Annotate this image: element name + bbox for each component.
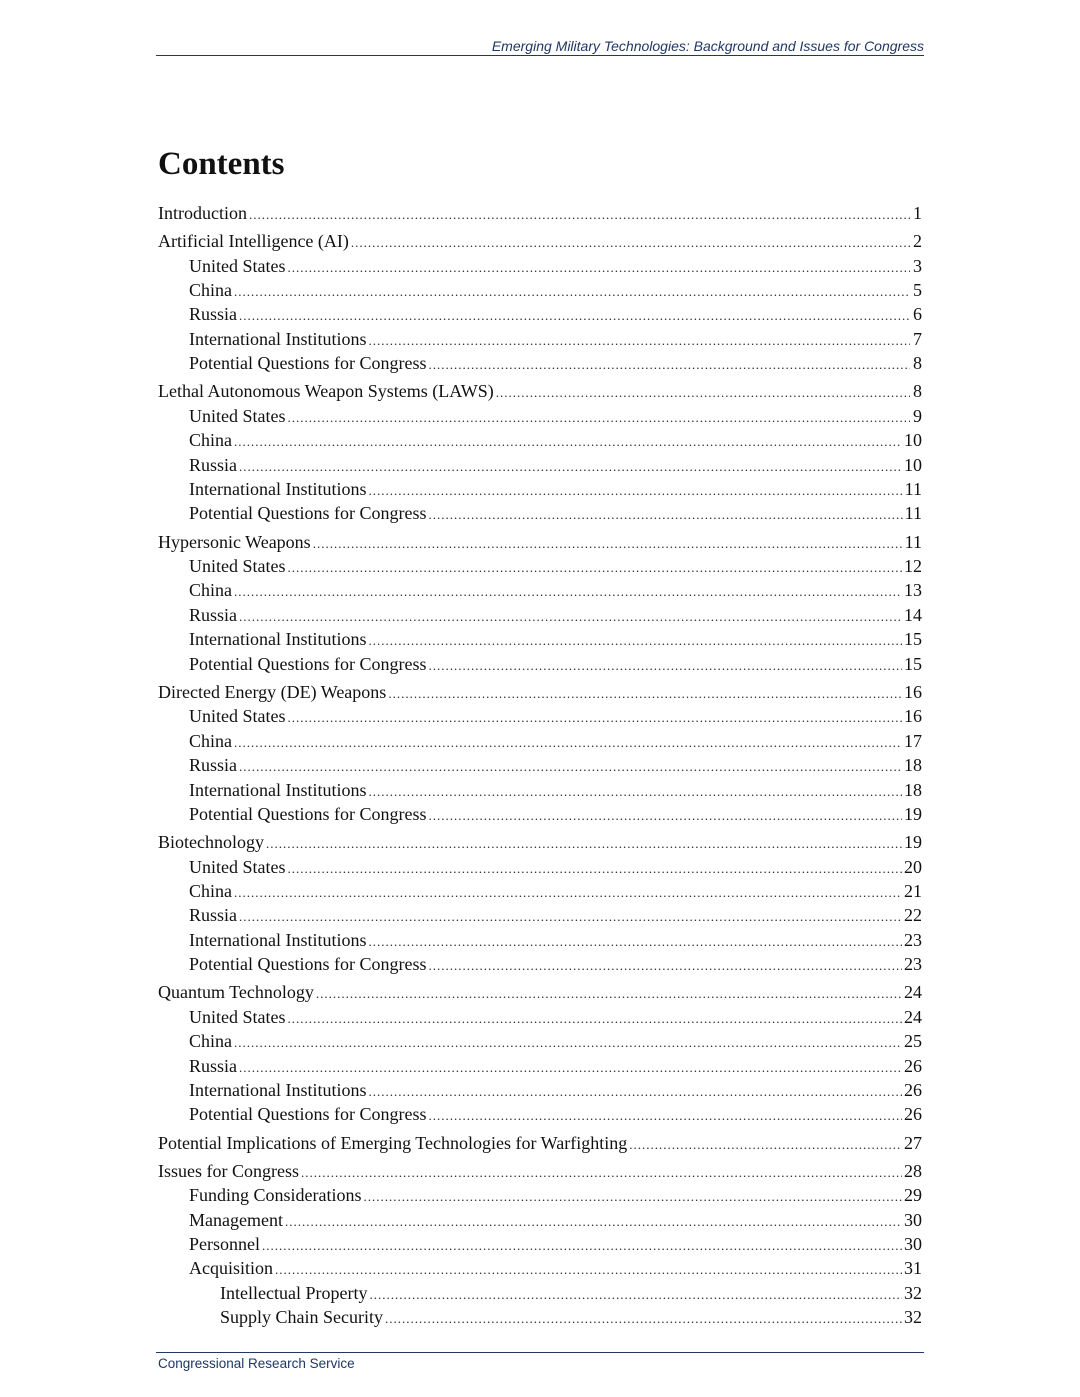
toc-entry-page: 20 xyxy=(904,856,922,877)
toc-dot-leader xyxy=(496,382,910,404)
toc-entry-page: 21 xyxy=(904,880,922,901)
toc-entry[interactable] xyxy=(158,429,922,453)
toc-dot-leader xyxy=(234,882,902,904)
toc-entry-page: 18 xyxy=(904,755,922,776)
toc-dot-leader xyxy=(316,983,902,1005)
toc-entry-title: United States xyxy=(189,405,286,426)
toc-entry[interactable] xyxy=(158,478,922,502)
toc-dot-leader xyxy=(629,1134,902,1156)
toc-entry[interactable] xyxy=(158,1079,922,1103)
toc-entry-page: 11 xyxy=(904,479,922,500)
toc-dot-leader xyxy=(351,232,910,254)
toc-dot-leader xyxy=(266,833,902,855)
toc-entry[interactable] xyxy=(158,1257,922,1281)
toc-entry-title: Intellectual Property xyxy=(220,1282,368,1303)
toc-entry-title: Management xyxy=(189,1209,283,1230)
toc-entry-page: 8 xyxy=(913,353,922,374)
toc-entry[interactable] xyxy=(158,502,922,526)
toc-dot-leader xyxy=(249,204,910,226)
toc-entry[interactable] xyxy=(158,555,922,579)
toc-entry[interactable] xyxy=(158,1103,922,1127)
toc-dot-leader xyxy=(239,606,902,628)
toc-entry-title: Potential Questions for Congress xyxy=(189,653,427,674)
toc-dot-leader xyxy=(234,431,902,453)
toc-entry[interactable] xyxy=(158,1209,922,1233)
toc-entry-title: Russia xyxy=(189,1055,238,1076)
toc-entry[interactable] xyxy=(158,405,922,429)
toc-dot-leader xyxy=(428,805,902,827)
toc-dot-leader xyxy=(288,257,911,279)
toc-entry[interactable] xyxy=(158,1055,922,1079)
toc-dot-leader xyxy=(234,581,902,603)
toc-entry-page: 12 xyxy=(904,556,922,577)
toc-dot-leader xyxy=(364,1186,902,1208)
toc-dot-leader xyxy=(285,1211,902,1233)
toc-entry-title: United States xyxy=(189,1006,286,1027)
toc-entry-title: Artificial Intelligence (AI) xyxy=(158,231,349,252)
toc-entry-title: Hypersonic Weapons xyxy=(158,531,311,552)
toc-entry-title: China xyxy=(189,280,232,301)
toc-entry[interactable] xyxy=(158,754,922,778)
toc-entry-page: 8 xyxy=(913,381,922,402)
toc-entry-title: United States xyxy=(189,706,286,727)
toc-entry-title: Russia xyxy=(189,304,238,325)
toc-dot-leader xyxy=(234,732,902,754)
toc-entry-title: China xyxy=(189,580,232,601)
toc-entry[interactable] xyxy=(158,681,922,705)
toc-entry[interactable] xyxy=(158,904,922,928)
running-header xyxy=(156,38,924,56)
toc-entry-page: 11 xyxy=(904,503,922,524)
toc-dot-leader xyxy=(428,1105,902,1127)
toc-entry-page: 30 xyxy=(904,1234,922,1255)
toc-entry-page: 26 xyxy=(904,1104,922,1125)
toc-entry[interactable] xyxy=(158,531,922,555)
toc-entry-title: Russia xyxy=(189,454,238,475)
toc-dot-leader xyxy=(234,281,910,303)
toc-entry-title: Supply Chain Security xyxy=(220,1307,383,1328)
toc-entry-page: 14 xyxy=(904,604,922,625)
toc-entry[interactable] xyxy=(158,1160,922,1184)
toc-entry-page: 10 xyxy=(904,454,922,475)
toc-entry-title: Russia xyxy=(189,905,238,926)
toc-entry-title: Potential Questions for Congress xyxy=(189,954,427,975)
toc-entry-page: 13 xyxy=(904,580,922,601)
toc-dot-leader xyxy=(428,354,910,376)
toc-entry-title: International Institutions xyxy=(189,779,367,800)
toc-entry-title: United States xyxy=(189,255,286,276)
toc-entry-title: Potential Questions for Congress xyxy=(189,503,427,524)
toc-entry[interactable] xyxy=(158,1132,922,1156)
toc-entry-page: 29 xyxy=(904,1185,922,1206)
toc-dot-leader xyxy=(428,655,902,677)
toc-entry-title: China xyxy=(189,880,232,901)
toc-entry-page: 1 xyxy=(913,203,922,223)
toc-entry-title: Lethal Autonomous Weapon Systems (LAWS) xyxy=(158,381,494,402)
toc-entry-title: Biotechnology xyxy=(158,832,264,853)
toc-entry[interactable] xyxy=(158,202,922,226)
toc-entry-page: 16 xyxy=(904,681,922,702)
toc-dot-leader xyxy=(368,931,902,953)
toc-entry[interactable] xyxy=(158,653,922,677)
toc-entry-title: International Institutions xyxy=(189,328,367,349)
toc-entry[interactable] xyxy=(158,856,922,880)
toc-dot-leader xyxy=(428,955,902,977)
toc-entry-title: International Institutions xyxy=(189,1080,367,1100)
toc-dot-leader xyxy=(428,504,902,526)
toc-entry-page: 3 xyxy=(913,255,922,276)
toc-entry[interactable] xyxy=(158,279,922,303)
toc-entry-page: 2 xyxy=(913,231,922,252)
toc-entry-page: 15 xyxy=(904,629,922,650)
toc-entry[interactable] xyxy=(158,1282,922,1306)
toc-entry[interactable] xyxy=(158,255,922,279)
toc-entry[interactable] xyxy=(158,730,922,754)
toc-entry-title: Quantum Technology xyxy=(158,982,314,1003)
toc-entry[interactable] xyxy=(158,1184,922,1208)
toc-dot-leader xyxy=(368,1081,902,1103)
toc-entry-page: 23 xyxy=(904,929,922,950)
toc-entry-title: International Institutions xyxy=(189,629,367,650)
toc-entry-page: 30 xyxy=(904,1209,922,1230)
toc-entry[interactable] xyxy=(158,1233,922,1257)
toc-dot-leader xyxy=(301,1162,902,1184)
toc-entry-title: United States xyxy=(189,556,286,577)
toc-entry-page: 10 xyxy=(904,430,922,451)
page-title: Contents xyxy=(158,146,285,182)
toc-entry-page: 26 xyxy=(904,1080,922,1100)
toc-dot-leader xyxy=(368,630,902,652)
toc-entry-title: Potential Questions for Congress xyxy=(189,353,427,374)
toc-entry-page: 25 xyxy=(904,1031,922,1052)
toc-dot-leader xyxy=(288,1008,903,1030)
toc-entry[interactable] xyxy=(158,929,922,953)
toc-entry-page: 11 xyxy=(904,531,922,552)
toc-dot-leader xyxy=(288,557,903,579)
toc-entry-page: 22 xyxy=(904,905,922,926)
toc-entry[interactable] xyxy=(158,1306,922,1330)
toc-entry-page: 5 xyxy=(913,280,922,301)
toc-entry-page: 28 xyxy=(904,1160,922,1181)
toc-entry[interactable] xyxy=(158,803,922,827)
toc-dot-leader xyxy=(239,1057,902,1079)
toc-dot-leader xyxy=(368,480,902,502)
toc-entry-page: 24 xyxy=(904,1006,922,1027)
toc-entry[interactable] xyxy=(158,705,922,729)
toc-entry-page: 23 xyxy=(904,954,922,975)
toc-entry[interactable] xyxy=(158,303,922,327)
toc-entry[interactable] xyxy=(158,953,922,977)
toc-dot-leader xyxy=(288,407,911,429)
running-header-title: Emerging Military Technologies: Background and Issues for Congress xyxy=(491,38,924,54)
toc-entry[interactable] xyxy=(158,628,922,652)
toc-entry-page: 16 xyxy=(904,706,922,727)
running-footer xyxy=(156,1352,924,1371)
toc-entry-page: 19 xyxy=(904,803,922,824)
toc-dot-leader xyxy=(239,305,910,327)
toc-entry-page: 18 xyxy=(904,779,922,800)
toc-entry-title: United States xyxy=(189,856,286,877)
toc-entry-page: 31 xyxy=(904,1258,922,1279)
toc-entry-title: China xyxy=(189,1031,232,1052)
toc-entry-title: Potential Questions for Congress xyxy=(189,803,427,824)
toc-dot-leader xyxy=(388,683,902,705)
toc-dot-leader xyxy=(288,707,903,729)
toc-dot-leader xyxy=(368,781,902,803)
toc-entry-page: 15 xyxy=(904,653,922,674)
toc-entry-title: Directed Energy (DE) Weapons xyxy=(158,681,387,702)
toc-entry-page: 17 xyxy=(904,730,922,751)
toc-dot-leader xyxy=(288,858,903,880)
toc-dot-leader xyxy=(368,330,910,352)
footer-organization: Congressional Research Service xyxy=(158,1356,355,1371)
toc-entry-title: Introduction xyxy=(158,203,247,223)
toc-dot-leader xyxy=(262,1235,902,1257)
toc-entry-page: 7 xyxy=(913,328,922,349)
toc-entry-title: China xyxy=(189,430,232,451)
toc-entry-title: Acquisition xyxy=(189,1258,273,1279)
toc-entry-title: Potential Implications of Emerging Technologies for Warfighting xyxy=(158,1132,628,1153)
toc-entry-title: International Institutions xyxy=(189,929,367,950)
toc-dot-leader xyxy=(234,1032,902,1054)
toc-entry-title: Russia xyxy=(189,604,238,625)
toc-entry-page: 6 xyxy=(913,304,922,325)
table-of-contents xyxy=(158,202,922,1331)
toc-entry-title: Funding Considerations xyxy=(189,1185,362,1206)
toc-entry-page: 24 xyxy=(904,982,922,1003)
toc-dot-leader xyxy=(239,756,902,778)
toc-dot-leader xyxy=(275,1259,902,1281)
toc-entry[interactable] xyxy=(158,352,922,376)
toc-entry-page: 9 xyxy=(913,405,922,426)
toc-dot-leader xyxy=(239,456,902,478)
toc-entry-page: 26 xyxy=(904,1055,922,1076)
toc-dot-leader xyxy=(369,1284,902,1306)
toc-entry[interactable] xyxy=(158,831,922,855)
toc-entry-title: Potential Questions for Congress xyxy=(189,1104,427,1125)
toc-entry[interactable] xyxy=(158,230,922,254)
toc-entry-page: 19 xyxy=(904,832,922,853)
toc-entry[interactable] xyxy=(158,328,922,352)
toc-entry[interactable] xyxy=(158,1006,922,1030)
toc-dot-leader xyxy=(385,1308,902,1330)
toc-entry-page: 32 xyxy=(904,1282,922,1303)
toc-entry[interactable] xyxy=(158,604,922,628)
toc-entry[interactable] xyxy=(158,880,922,904)
toc-entry-title: Issues for Congress xyxy=(158,1160,299,1181)
toc-entry-page: 32 xyxy=(904,1307,922,1328)
toc-entry[interactable] xyxy=(158,1030,922,1054)
toc-entry-page: 27 xyxy=(904,1132,922,1153)
toc-entry[interactable] xyxy=(158,380,922,404)
toc-entry-title: International Institutions xyxy=(189,479,367,500)
toc-entry[interactable] xyxy=(158,454,922,478)
toc-entry[interactable] xyxy=(158,579,922,603)
toc-entry[interactable] xyxy=(158,981,922,1005)
toc-entry[interactable] xyxy=(158,779,922,803)
toc-entry-title: Personnel xyxy=(189,1234,260,1255)
toc-entry-title: China xyxy=(189,730,232,751)
toc-entry-title: Russia xyxy=(189,755,238,776)
toc-dot-leader xyxy=(239,906,902,928)
toc-dot-leader xyxy=(313,533,903,555)
